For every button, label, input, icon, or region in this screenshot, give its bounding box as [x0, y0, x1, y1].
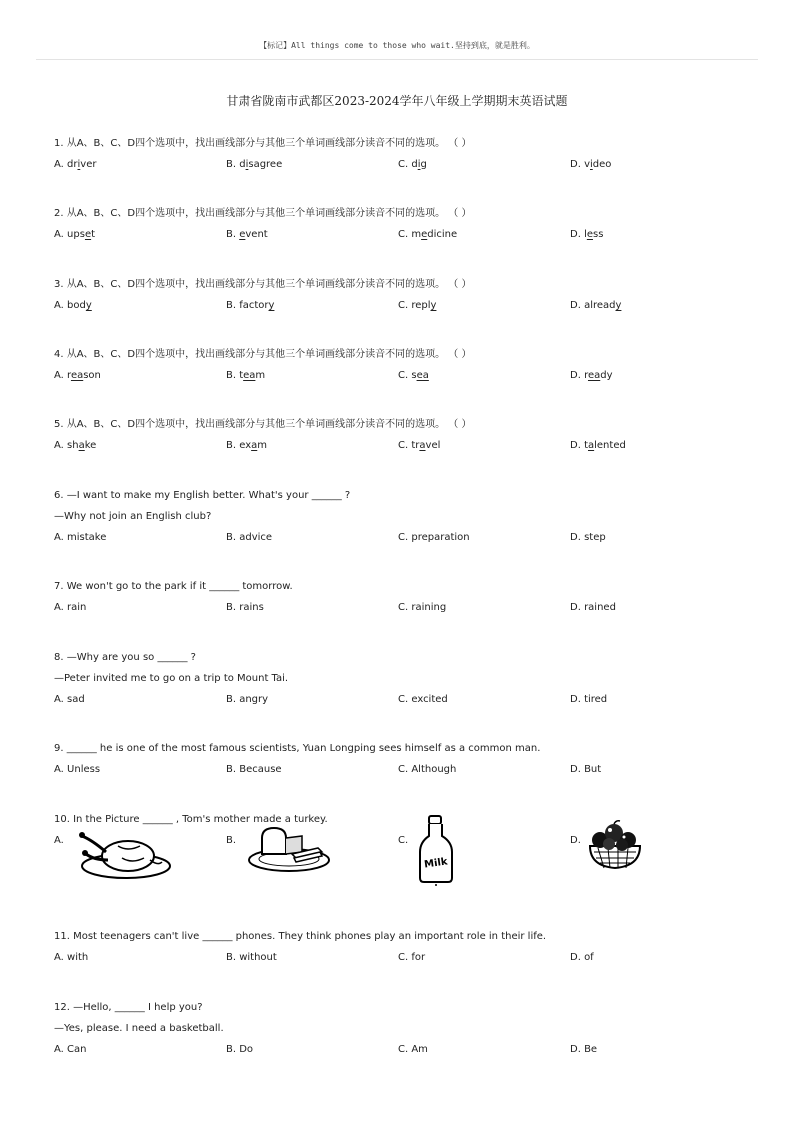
question-6 [54, 485, 754, 548]
options-row [54, 295, 754, 316]
option-b[interactable]: B. without [226, 952, 277, 963]
option-a[interactable]: A. Unless [54, 764, 101, 775]
option-b[interactable]: B. rains [226, 602, 264, 613]
option-a[interactable]: A. body [54, 300, 92, 311]
option-a[interactable]: A. shake [54, 440, 97, 451]
question-10 [54, 809, 754, 890]
header-note: 【标记】All things come to those who wait.坚持到底，就是胜利。 [259, 41, 535, 50]
option-b[interactable]: B. Do [226, 1044, 254, 1055]
option-d[interactable]: D. already [570, 300, 622, 311]
question-stem: 10. In the Picture ______ , Tom's mother made a turkey. [54, 814, 328, 825]
option-c[interactable]: C. medicine [398, 229, 458, 240]
option-d[interactable]: D. less [570, 229, 604, 240]
question-stem-line-2: —Why not join an English club? [54, 511, 212, 522]
option-a[interactable]: A. with [54, 952, 89, 963]
options-row [54, 435, 754, 456]
option-d[interactable]: D. step [570, 532, 606, 543]
option-b[interactable]: B. team [226, 370, 266, 381]
option-d[interactable]: D. talented [570, 440, 626, 451]
option-b[interactable]: B. advice [226, 532, 273, 543]
question-stem: 12. —Hello, ______ I help you? [54, 1002, 203, 1013]
option-d[interactable]: D. rained [570, 602, 616, 613]
option-d[interactable]: D. ready [570, 370, 613, 381]
question-2 [54, 203, 754, 245]
options-row [54, 759, 754, 780]
options-row [54, 689, 754, 710]
option-a[interactable]: A. sad [54, 694, 85, 705]
option-c[interactable]: C. reply [398, 300, 437, 311]
option-a[interactable]: A. upset [54, 229, 96, 240]
option-c[interactable]: C. sea [398, 370, 429, 381]
question-stem: 9. ______ he is one of the most famous scientists, Yuan Longping sees himself as a common man. [54, 743, 541, 754]
options-row [54, 527, 754, 548]
question-8 [54, 647, 754, 710]
option-a[interactable]: A. Can [54, 1044, 87, 1055]
fruit-basket-icon [584, 820, 646, 874]
header-divider [36, 59, 758, 60]
options-row [54, 597, 754, 618]
question-stem: 5. 从A、B、C、D四个选项中，找出画线部分与其他三个单词画线部分读音不同的选项。 （ ） [54, 419, 472, 430]
option-label: A. [54, 835, 64, 846]
question-11 [54, 926, 754, 968]
option-c[interactable]: C. Am [398, 1044, 428, 1055]
question-stem-line-2: —Peter invited me to go on a trip to Mount Tai. [54, 673, 289, 684]
option-c[interactable]: C. travel [398, 440, 441, 451]
question-stem: 3. 从A、B、C、D四个选项中，找出画线部分与其他三个单词画线部分读音不同的选项。 （ ） [54, 279, 472, 290]
page-title: 甘肃省陇南市武都区2023-2024学年八年级上学期期末英语试题 [226, 94, 568, 108]
question-stem: 1. 从A、B、C、D四个选项中，找出画线部分与其他三个单词画线部分读音不同的选项。 （ ） [54, 138, 472, 149]
option-a[interactable]: A. driver [54, 159, 97, 170]
question-3 [54, 274, 754, 316]
options-row [54, 365, 754, 386]
option-a[interactable]: A. reason [54, 370, 101, 381]
question-stem-line-2: —Yes, please. I need a basketball. [54, 1023, 224, 1034]
option-c[interactable]: C. raining [398, 602, 447, 613]
milk-bottle-icon [416, 814, 456, 886]
question-stem: 6. —I want to make my English better. What's your ______ ? [54, 490, 351, 501]
options-row [54, 1039, 754, 1060]
options-row [54, 154, 754, 175]
options-row [54, 224, 754, 245]
option-c[interactable]: C. dig [398, 159, 427, 170]
option-c[interactable]: C. Although [398, 764, 457, 775]
option-d[interactable]: D. video [570, 159, 612, 170]
question-1 [54, 133, 754, 175]
question-stem: 7. We won't go to the park if it ______ tomorrow. [54, 581, 293, 592]
option-c[interactable]: C. for [398, 952, 426, 963]
question-7 [54, 576, 754, 618]
bread-plate-icon [246, 824, 332, 874]
question-4 [54, 344, 754, 386]
question-9 [54, 738, 754, 780]
option-b[interactable]: B. event [226, 229, 268, 240]
question-stem: 4. 从A、B、C、D四个选项中，找出画线部分与其他三个单词画线部分读音不同的选项。 （ ） [54, 349, 472, 360]
option-d[interactable]: D. Be [570, 1044, 598, 1055]
option-a[interactable]: A. rain [54, 602, 87, 613]
question-stem: 8. —Why are you so ______ ? [54, 652, 196, 663]
picture-options-row [54, 830, 754, 890]
option-d[interactable]: D. tired [570, 694, 608, 705]
options-row [54, 947, 754, 968]
option-label: D. [570, 835, 581, 846]
option-b[interactable]: B. exam [226, 440, 268, 451]
option-b[interactable]: B. Because [226, 764, 282, 775]
milk-label: Milk [423, 856, 449, 871]
option-a[interactable]: A. mistake [54, 532, 107, 543]
option-d[interactable]: D. But [570, 764, 602, 775]
option-label: B. [226, 835, 237, 846]
option-b[interactable]: B. disagree [226, 159, 283, 170]
option-b[interactable]: B. angry [226, 694, 269, 705]
question-stem: 11. Most teenagers can't live ______ phones. They think phones play an important role in their life. [54, 931, 547, 942]
option-b[interactable]: B. factory [226, 300, 275, 311]
option-c[interactable]: C. excited [398, 694, 448, 705]
option-label: C. [398, 835, 409, 846]
roast-turkey-icon [78, 826, 174, 882]
option-c[interactable]: C. preparation [398, 532, 470, 543]
question-stem: 2. 从A、B、C、D四个选项中，找出画线部分与其他三个单词画线部分读音不同的选项。 （ ） [54, 208, 472, 219]
question-12 [54, 997, 754, 1060]
option-d[interactable]: D. of [570, 952, 594, 963]
question-5 [54, 414, 754, 456]
